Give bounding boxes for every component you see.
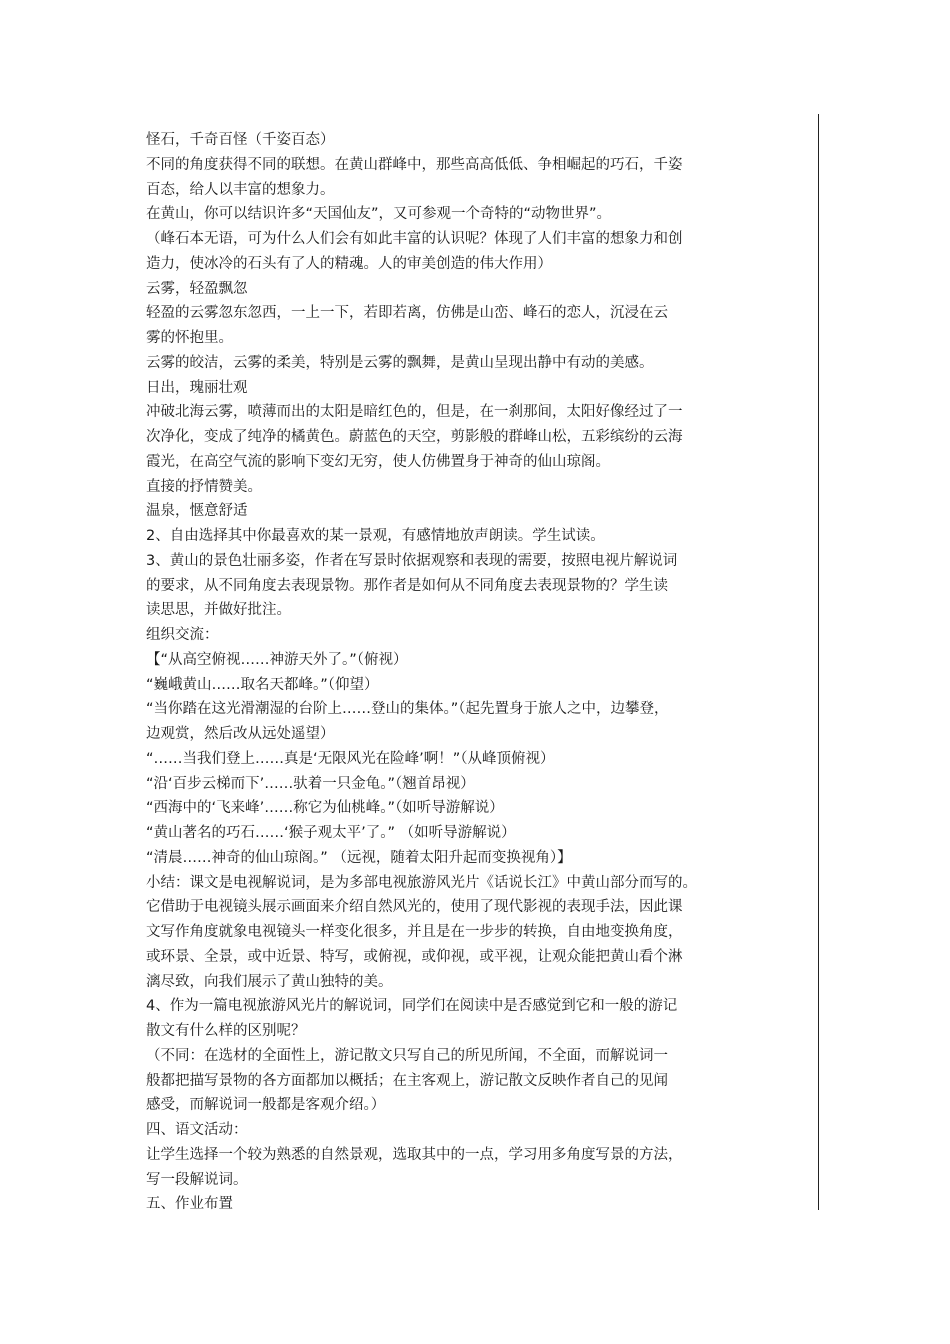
text-line: 云雾，轻盈飘忽: [146, 280, 248, 297]
text-line: （峰石本无语，可为什么人们会有如此丰富的认识呢？体现了人们丰富的想象力和创: [146, 231, 683, 247]
text-line: 直接的抒情赞美。: [146, 478, 262, 495]
text-line: “沿‘百步云梯而下’……驮着一只金龟。”（翘首昂视）: [146, 775, 475, 792]
text-line: 次净化，变成了纯净的橘黄色。蔚蓝色的天空，剪影般的群峰山松，五彩缤纷的云海: [146, 429, 683, 445]
text-line: 霞光，在高空气流的影响下变幻无穷，使人仿佛置身于神奇的仙山琼阁。: [146, 453, 610, 470]
text-line: 4、作为一篇电视旅游风光片的解说词，同学们在阅读中是否感觉到它和一般的游记: [146, 998, 678, 1015]
text-line: “西海中的‘飞来峰’……称它为仙桃峰。”（如听导游解说）: [146, 800, 504, 817]
text-line: 温泉，惬意舒适: [146, 503, 248, 520]
text-line: “巍峨黄山……取名天都峰。”（仰望）: [146, 676, 379, 693]
margin-rule: [818, 114, 819, 1210]
text-line: 3、黄山的景色壮丽多姿，作者在写景时依据观察和表现的需要，按照电视片解说词: [146, 552, 678, 569]
text-line: 读思思，并做好批注。: [146, 602, 291, 619]
text-line: “……当我们登上……真是‘无限风光在险峰’啊！”（从峰顶俯视）: [146, 750, 555, 767]
text-line: 百态，给人以丰富的想象力。: [146, 181, 335, 198]
text-line: 或环景、全景，或中近景、特写，或俯视，或仰视，或平视，让观众能把黄山看个淋: [146, 948, 683, 965]
text-line: 2、自由选择其中你最喜欢的某一景观，有感情地放声朗读。学生试读。: [146, 528, 605, 544]
text-line: 边观赏，然后改从远处遥望）: [146, 726, 335, 742]
text-line: 漓尽致，向我们展示了黄山独特的美。: [146, 973, 393, 990]
text-line: 雾的怀抱里。: [146, 330, 233, 346]
text-line: 散文有什么样的区别呢？: [146, 1023, 306, 1039]
text-line: 【“从高空俯视……神游天外了。”（俯视）: [146, 651, 408, 668]
text-line: 文写作角度就象电视镜头一样变化很多，并且是在一步步的转换，自由地变换角度，: [146, 924, 683, 940]
text-line: 四、语文活动：: [146, 1122, 248, 1138]
text-line: 造力，使冰冷的石头有了人的精魂。人的审美创造的伟大作用）: [146, 255, 552, 272]
text-line: （不同：在选材的全面性上，游记散文只写自己的所见所闻，不全面，而解说词一: [146, 1047, 668, 1064]
text-line: 般都把描写景物的各方面都加以概括；在主客观上，游记散文反映作者自己的见闻: [146, 1072, 668, 1089]
text-line: 冲破北海云雾，喷薄而出的太阳是暗红色的，但是，在一刹那间，太阳好像经过了一: [146, 404, 683, 421]
text-line: 它借助于电视镜头展示画面来介绍自然风光的，使用了现代影视的表现手法，因此课: [146, 899, 683, 916]
text-line: 让学生选择一个较为熟悉的自然景观，选取其中的一点，学习用多角度写景的方法，: [146, 1146, 683, 1163]
text-line: “黄山著名的巧石……‘猴子观太平’了。” （如听导游解说）: [146, 825, 516, 841]
text-line: 五、作业布置: [146, 1196, 233, 1213]
text-line: 写一段解说词。: [146, 1171, 248, 1188]
document-body: [146, 128, 798, 1217]
text-line: 怪石，千奇百怪（千姿百态）: [146, 132, 335, 148]
text-line: 轻盈的云雾忽东忽西，一上一下，若即若离，仿佛是山峦、峰石的恋人，沉浸在云: [146, 305, 668, 322]
text-line: 的要求，从不同角度去表现景物。那作者是如何从不同角度去表现景物的？学生读: [146, 577, 668, 594]
text-line: 日出，瑰丽壮观: [146, 379, 248, 396]
text-line: 云雾的皎洁，云雾的柔美，特别是云雾的飘舞，是黄山呈现出静中有动的美感。: [146, 354, 654, 371]
text-line: 感受，而解说词一般都是客观介绍。）: [146, 1097, 386, 1114]
text-line: 不同的角度获得不同的联想。在黄山群峰中，那些高高低低、争相崛起的巧石，千姿: [146, 156, 683, 173]
text-line: “清晨……神奇的仙山琼阁。” （远视，随着太阳升起而变换视角）】: [146, 849, 572, 866]
text-line: 小结：课文是电视解说词，是为多部电视旅游风光片《话说长江》中黄山部分而写的。: [146, 874, 697, 891]
text-line: 组织交流：: [146, 627, 219, 643]
text-line: 在黄山，你可以结识许多“天国仙友”，又可参观一个奇特的“动物世界”。: [146, 206, 612, 223]
text-line: “当你踏在这光滑潮湿的台阶上……登山的集体。”（起先置身于旅人之中，边攀登，: [146, 701, 669, 718]
